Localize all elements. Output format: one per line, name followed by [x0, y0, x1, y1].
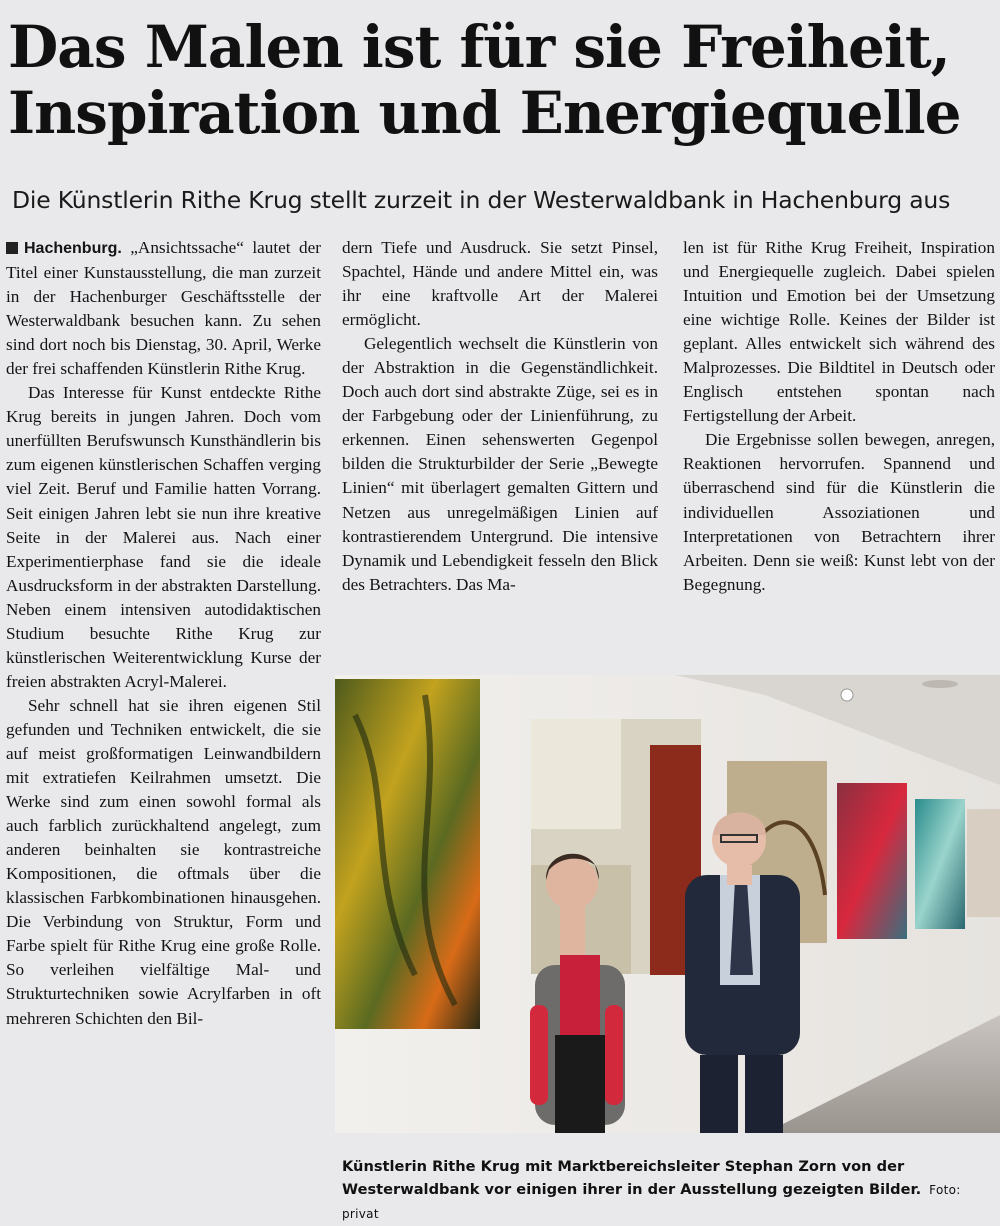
- headline-line-2: Inspiration und Energiequelle: [8, 79, 961, 147]
- subheadline: Die Künstlerin Rithe Krug stellt zurzeit in der Westerwaldbank in Hachenburg aus: [12, 186, 951, 214]
- article-paragraph: Die Ergebnisse sollen bewegen, anregen, Reaktionen hervorrufen. Spannend und überraschend sind für die Künstlerin die individuellen Assoziationen und Interpretationen von Betrachtern ihrer Arbeiten. Denn sie weiß: Kunst lebt von der Begegnung.: [683, 430, 995, 594]
- article-paragraph: Hachenburg. „Ansichtssache“ lautet der Titel einer Kunstausstellung, die man zurzeit in der Hachenburger Geschäftsstelle der Westerwaldbank besuchen kann. Zu sehen sind dort noch bis Dienstag, 30. April, Werke der frei schaffenden Künstlerin Rithe Krug.: [6, 238, 321, 379]
- dateline: Hachenburg.: [24, 240, 122, 257]
- article-column-1: [6, 236, 321, 1031]
- article-paragraph: Gelegentlich wechselt die Künstlerin von der Abstraktion in die Gegenständlichkeit. Doch auch dort sind abstrakte Züge, sei es in der Farbgebung oder der Linienführung, zu erkennen. Einen sehenswerten Gegenpol bilden die Strukturbilder der Serie „Bewegte Linien“ mit überlagert gemalten Gittern und Netzen aus unregelmäßigen Linien auf kontrastierendem Untergrund. Die intensive Dynamik und Lebendigkeit fesseln den Blick des Betrachters. Das Ma-: [342, 334, 658, 594]
- article-column-3: [683, 236, 995, 597]
- article-paragraph: Sehr schnell hat sie ihren eigenen Stil gefunden und Techniken entwickelt, die sie auf meist großformatigen Leinwandbildern mit extratiefen Keilrahmen umsetzt. Die Werke sind zum einen sowohl formal als auch farblich zurückhaltend angelegt, zum anderen beinhalten sie kontrastreiche Kompositionen, die oftmals über die klassischen Farbkombinationen hinausgehen. Die Verbindung von Struktur, Form und Farbe spielt für Rithe Krug eine große Rolle. So verleihen vielfältige Mal- und Strukturtechniken sowie Acrylfarben in oft mehreren Schichten den Bil-: [6, 695, 321, 1028]
- headline: [8, 14, 993, 146]
- photo-credit: Foto: privat: [342, 1183, 961, 1221]
- exhibition-photo: [335, 675, 1000, 1133]
- headline-line-1: Das Malen ist für sie Freiheit,: [8, 13, 950, 81]
- dateline-marker: [6, 242, 18, 254]
- caption-text: Künstlerin Rithe Krug mit Marktbereichsleiter Stephan Zorn von der Westerwaldbank vor einigen ihrer in der Ausstellung gezeigten Bilder.: [342, 1158, 922, 1198]
- article-column-2: [342, 236, 658, 597]
- article-paragraph: Das Interesse für Kunst entdeckte Rithe Krug bereits in jungen Jahren. Doch vom unerfüllten Berufswunsch Kunsthändlerin bis zum eigenen künstlerischen Schaffen verging viel Zeit. Beruf und Familie hatten Vorrang. Seit einigen Jahren lebt sie nun ihre kreative Seite in der Malerei aus. Nach einer Experimentierphase fand sie die ideale Ausdrucksform in der abstrakten Darstellung. Neben einem intensiven autodidaktischen Studium besuchte Rithe Krug zur künstlerischen Weiterentwicklung Kurse der freien abstrakten Acryl-Malerei.: [6, 383, 321, 691]
- photo-caption: [342, 1155, 997, 1226]
- article-paragraph: len ist für Rithe Krug Freiheit, Inspiration und Energiequelle zugleich. Dabei spielen Intuition und Emotion bei der Umsetzung eine wichtige Rolle. Keines der Bilder ist geplant. Alles entwickelt sich während des Malprozesses. Die Bildtitel in Deutsch oder Englisch entstehen spontan nach Fertigstellung der Arbeit.: [683, 238, 995, 426]
- exhibition-photo-illustration: [335, 675, 1000, 1133]
- article-paragraph: dern Tiefe und Ausdruck. Sie setzt Pinsel, Spachtel, Hände und andere Mittel ein, was ihr eine kraftvolle Art der Malerei ermöglicht.: [342, 238, 658, 330]
